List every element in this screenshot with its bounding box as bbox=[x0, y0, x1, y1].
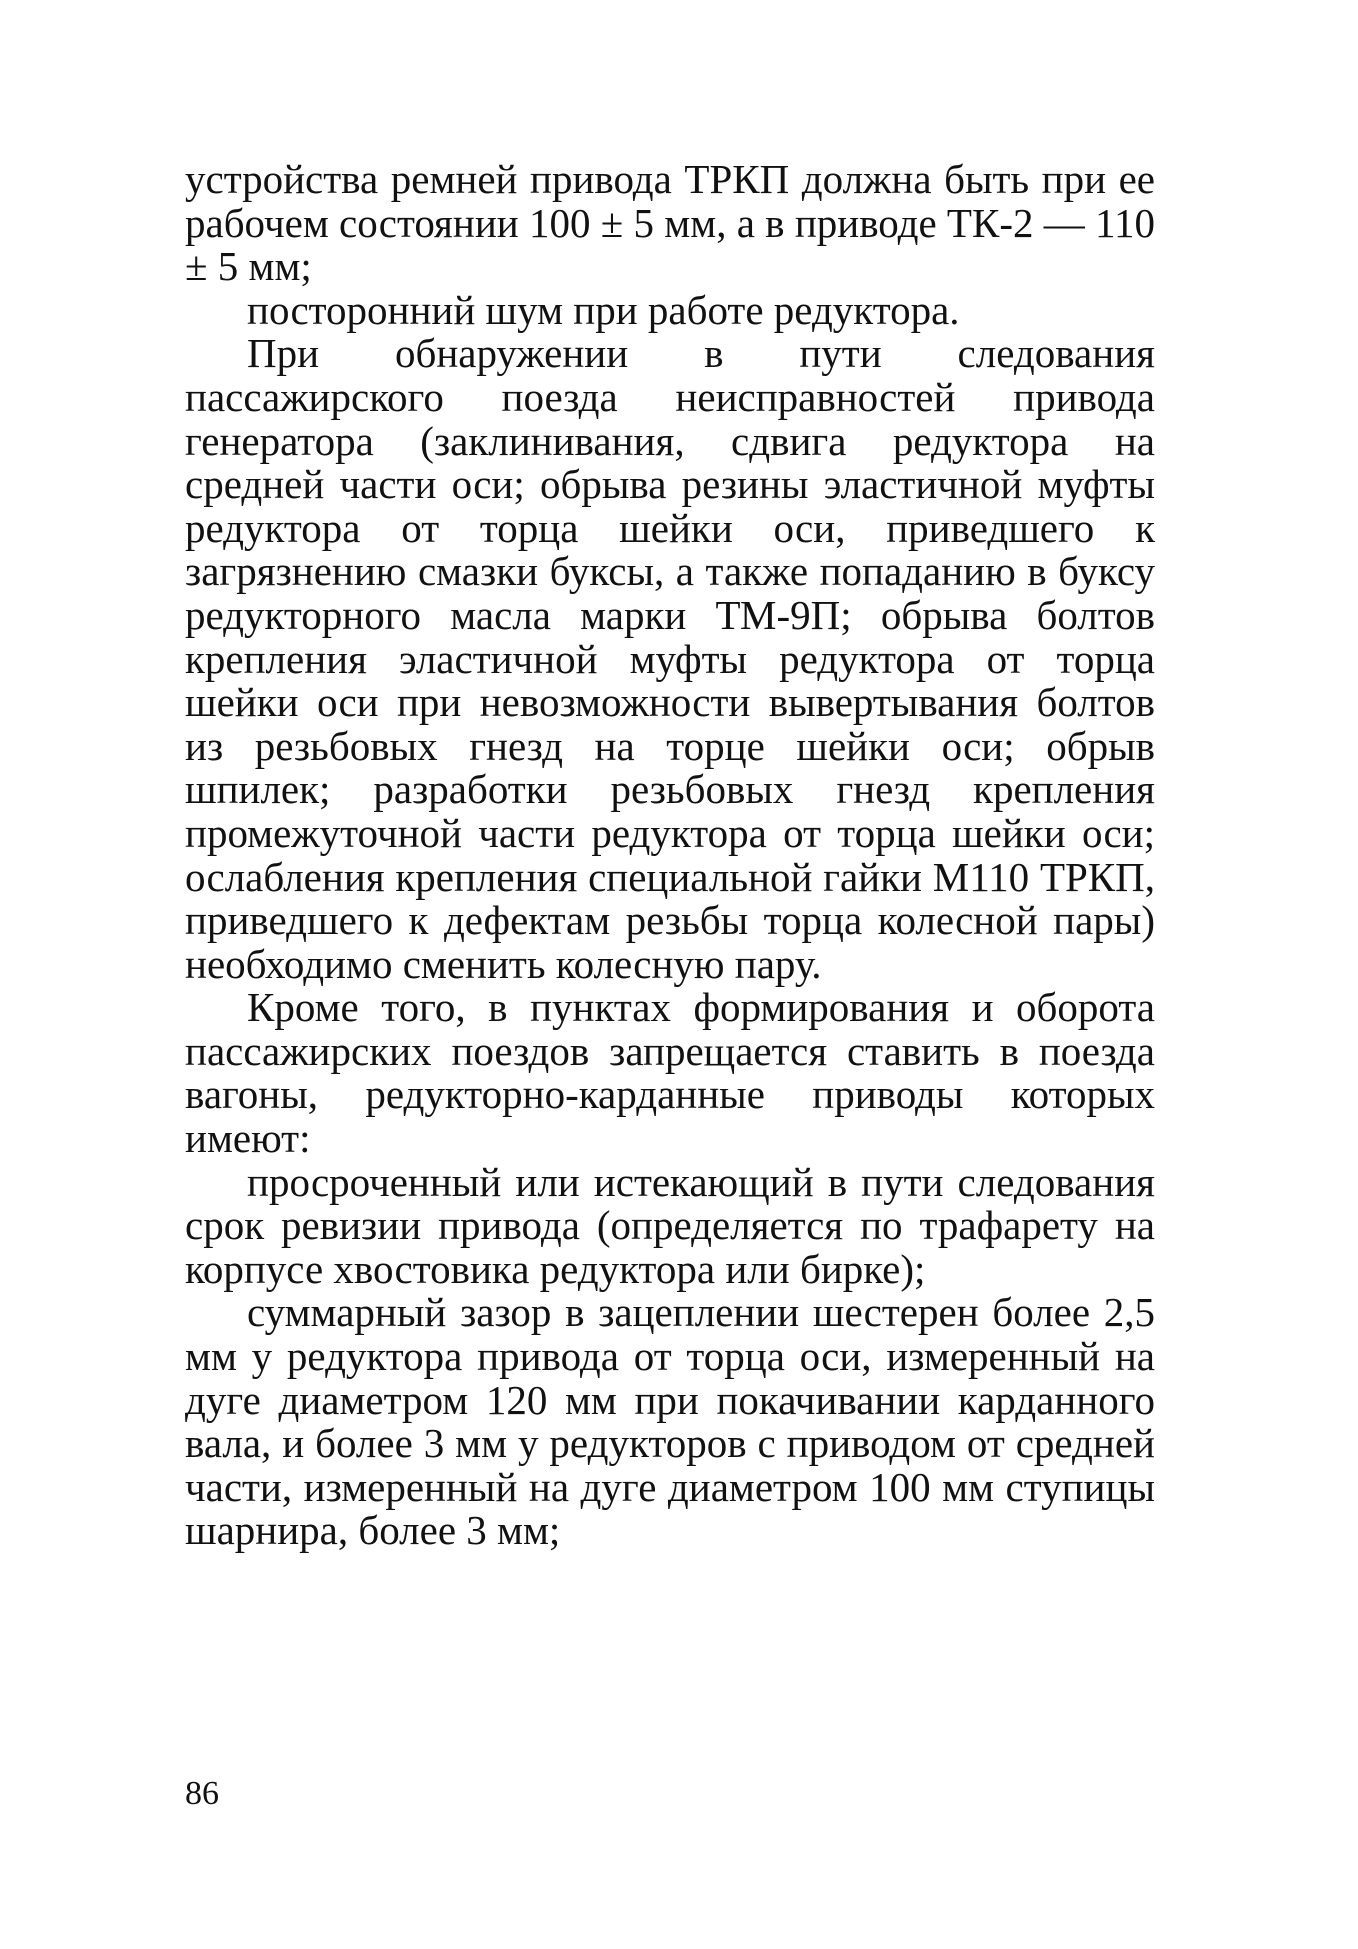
paragraph-noise-item: посторонний шум при работе редуктора. bbox=[247, 286, 960, 333]
paragraph-continuation: устройства ремней привода ТРКП должна быть при ее рабочем состоянии 100 ± 5 мм, а в приводе ТК-2 — 110 ± 5 мм; bbox=[185, 156, 1155, 290]
paragraph-wheelset-replacement: При обнаружении в пути следования пассажирского поезда неисправностей привода генератора (заклинивания, сдвига редуктора на средней части оси; обрыва резины эластичной муфты редуктора от торца шейки оси, приведшего к загрязнению смазки буксы, а также попаданию в буксу редукторного масла марки ТМ-9П; обрыва болтов крепления эластичной муфты редуктора от торца шейки оси при невозможности вывертывания болтов из резьбовых гнезд на торце шейки оси; обрыв шпилек; разработки резьбовых гнезд крепления промежуточной части редуктора от торца шейки оси; ослабления крепления специальной гайки М110 ТРКП, приведшего к дефектам резьбы торца колесной пары) необходимо сменить колесную пару. bbox=[185, 330, 1155, 987]
page-body bbox=[185, 158, 1155, 1553]
paragraph-formation-points: Кроме того, в пунктах формирования и оборота пассажирских поездов запрещается ставить в поезда вагоны, редукторно-карданные приводы которых имеют: bbox=[185, 984, 1155, 1162]
page-number: 86 bbox=[185, 1775, 219, 1812]
paragraph-gear-backlash: суммарный зазор в зацеплении шестерен более 2,5 мм у редуктора привода от торца оси, измеренный на дуге диаметром 120 мм при покачивании карданного вала, и более 3 мм у редукторов с приводом от средней части, измеренный на дуге диаметром 100 мм ступицы шарнира, более 3 мм; bbox=[185, 1289, 1155, 1554]
paragraph-overdue-revision: просроченный или истекающий в пути следования срок ревизии привода (определяется по трафарету на корпусе хвостовика редуктора или бирке); bbox=[185, 1158, 1155, 1292]
